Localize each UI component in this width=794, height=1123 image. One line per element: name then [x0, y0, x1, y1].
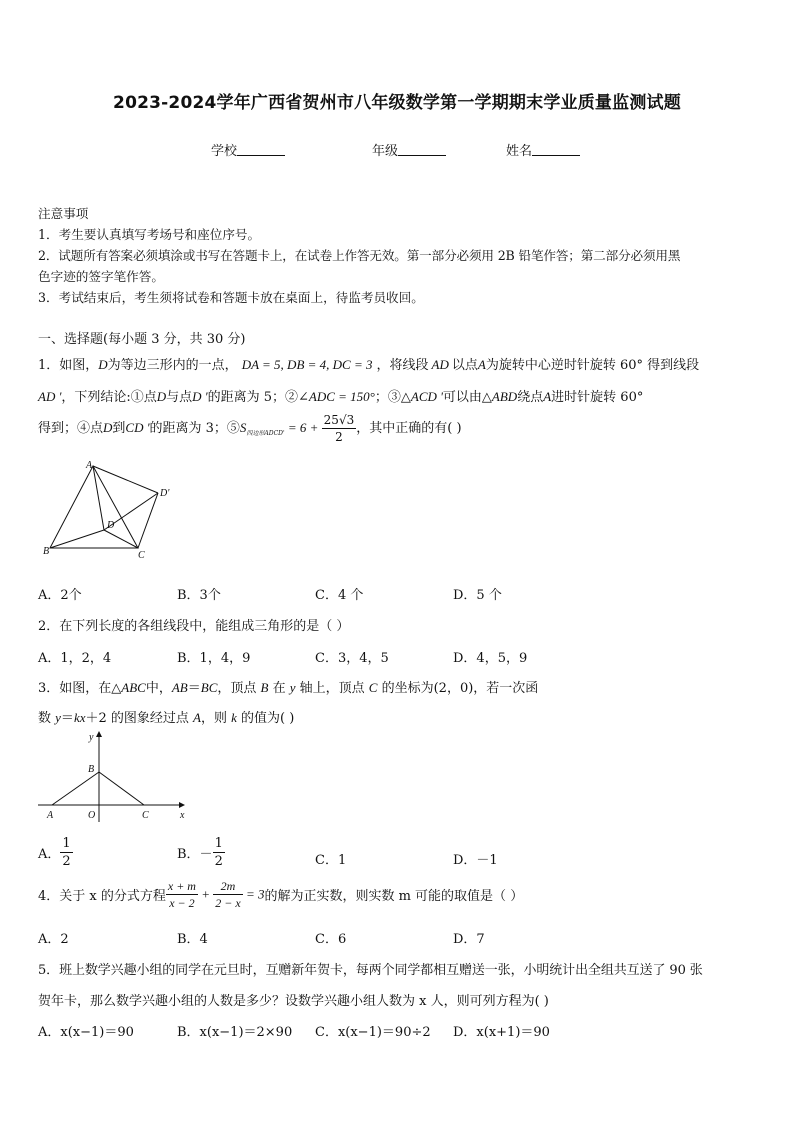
q3-fig-label-o: O	[88, 810, 96, 821]
q3-fig-label-y: y	[89, 732, 94, 743]
q2-option-b: B．1，4，9	[177, 651, 251, 666]
q3-option-b	[177, 837, 225, 868]
q3-fig-label-a: A	[47, 810, 54, 821]
q3-option-a	[38, 837, 73, 868]
q3-option-b-fraction	[213, 837, 225, 868]
q1-fig-label-d: D	[107, 520, 115, 531]
q4-math: = 3	[242, 886, 265, 902]
q1-math: = 6 +	[284, 420, 322, 435]
q3-text: 数	[38, 711, 56, 726]
section-heading: 一、选择题(每小题 3 分，共 30 分)	[38, 332, 246, 347]
q4-option-b: B．4	[177, 932, 208, 947]
q1-text: 进时针旋转 60°	[551, 390, 644, 405]
q3-line-2	[38, 707, 294, 726]
notice-item-2: 2．试题所有答案必须填涂或书写在答题卡上，在试卷上作答无效。第一部分必须用 2B 铅笔作答；第二部分必须用黑	[38, 248, 681, 263]
q3-option-c: C．1	[315, 853, 347, 868]
q1-line-1	[38, 354, 699, 373]
q3-math: C	[368, 680, 378, 695]
q1-math: A	[543, 389, 552, 404]
notice-item-1: 1．考生要认真填写考场号和座位序号。	[38, 227, 261, 242]
q4-math: +	[197, 886, 214, 902]
q1-figure	[40, 458, 180, 564]
school-label: 学校	[211, 144, 238, 159]
q1-math: D '	[192, 389, 208, 404]
q3-math: BC	[200, 680, 218, 695]
school-blank	[237, 143, 285, 156]
q3-text: ＝	[60, 711, 74, 726]
q3-option-a-label: A．	[38, 847, 61, 862]
q1-text: 得到；④点	[38, 421, 104, 436]
q3-option-b-den: 2	[214, 854, 223, 869]
q3-figure	[34, 728, 194, 824]
q3-math: k	[231, 710, 237, 725]
grade-blank	[398, 143, 446, 156]
q4-option-a: A．2	[38, 932, 69, 947]
q1-fig-label-a: A	[86, 460, 93, 471]
q1-fraction-num: 25√3	[323, 413, 355, 427]
q1-option-c: C．4 个	[315, 588, 364, 603]
q1-math: D	[98, 357, 108, 372]
notice-heading: 注意事项	[38, 206, 89, 221]
q3-option-a-fraction	[60, 837, 72, 868]
q1-text: ；③	[374, 390, 401, 405]
q1-math: S	[239, 420, 247, 435]
name-field	[506, 140, 580, 159]
q1-fig-label-b: B	[43, 546, 50, 557]
q3-option-d: D．－1	[453, 853, 498, 868]
q3-math: ABC	[121, 680, 146, 695]
q3-fig-label-b: B	[88, 764, 95, 775]
q1-text: 到	[112, 421, 126, 436]
q3-text: ，则	[200, 711, 232, 726]
q4-fraction-2	[213, 880, 242, 909]
notice-item-3: 3．考试结束后，考生须将试卷和答题卡放在桌面上，待监考员收回。	[38, 290, 424, 305]
q5-option-b: B．x(x−1)＝2×90	[177, 1025, 293, 1040]
q1-text: 为旋转中心逆时针旋转 60° 得到线段	[485, 358, 700, 373]
q3-text: 轴上，顶点	[295, 681, 369, 696]
q5-option-d: D．x(x+1)＝90	[453, 1025, 550, 1040]
q1-subscript: 四边形ADCD'	[246, 430, 285, 437]
q1-math: D	[156, 389, 167, 404]
q1-text: 的距离为 3；⑤	[149, 421, 240, 436]
q3-text: ，顶点	[217, 681, 261, 696]
q3-line-1	[38, 677, 538, 696]
name-label: 姓名	[506, 144, 533, 159]
q1-math: CD '	[125, 420, 150, 435]
q3-fig-label-c: C	[142, 810, 149, 821]
q1-text: 以点	[451, 358, 478, 373]
q1-fraction-den: 2	[335, 430, 343, 444]
q3-text: ＝	[187, 681, 201, 696]
q3-option-b-num: 1	[214, 836, 223, 851]
q3-math: A	[193, 710, 201, 725]
q1-text: ，下列结论:①点	[61, 390, 157, 405]
q5-option-a: A．x(x−1)＝90	[38, 1025, 134, 1040]
q1-option-b: B．3个	[177, 588, 221, 603]
q4-text: 4．关于 x 的分式方程	[38, 889, 166, 904]
q2-option-a: A．1，2，4	[38, 651, 112, 666]
q3-option-a-num: 1	[62, 836, 71, 851]
q1-text: 绕点	[517, 390, 544, 405]
q3-text: 中，	[145, 681, 172, 696]
q5-line-1: 5．班上数学兴趣小组的同学在元旦时，互赠新年贺卡，每两个同学都相互赠送一张，小明统计出全组共互送了 90 张	[38, 963, 703, 978]
q4-fraction-1-den: x − 2	[169, 896, 195, 910]
q3-math: B	[260, 680, 269, 695]
q3-math: AB	[171, 680, 188, 695]
q1-line-3	[38, 414, 462, 443]
q1-text: 与点	[166, 390, 193, 405]
grade-field	[372, 140, 446, 159]
q3-text: 在	[268, 681, 290, 696]
notice-item-2-cont: 色字迹的签字笔作答。	[38, 269, 164, 284]
q3-math: y	[289, 680, 296, 695]
page-title: 2023-2024学年广西省贺州市八年级数学第一学期期末学业质量监测试题	[113, 93, 681, 113]
name-blank	[532, 143, 580, 156]
school-field	[211, 140, 285, 159]
q3-option-b-label: B．－	[177, 847, 213, 862]
q1-line-2	[38, 386, 643, 405]
q5-option-c: C．x(x−1)＝90÷2	[315, 1025, 431, 1040]
q4-fraction-1	[166, 880, 198, 909]
q4-option-d: D．7	[453, 932, 485, 947]
q1-option-a: A．2个	[38, 588, 82, 603]
q1-fraction	[322, 414, 357, 443]
q2-option-d: D．4，5，9	[453, 651, 528, 666]
q3-text: 的坐标为(2，0)，若一次函	[377, 681, 539, 696]
q4-fraction-1-num: x + m	[167, 879, 196, 893]
q1-math: ∠ADC = 150°	[297, 389, 375, 404]
q4-fraction-2-num: 2m	[213, 880, 242, 895]
q1-text: 可以由	[442, 390, 482, 405]
q2-stem: 2．在下列长度的各组线段中，能组成三角形的是（ ）	[38, 619, 350, 634]
q4-fraction-2-den: 2 − x	[215, 896, 241, 910]
q1-math: △ABD	[481, 389, 518, 404]
q1-math: DA = 5, DB = 4, DC = 3	[241, 357, 373, 372]
q1-text: ，将线段	[376, 358, 429, 373]
q3-text: 3．如图，在△	[38, 681, 122, 696]
q3-option-a-den: 2	[62, 854, 71, 869]
q4-stem	[38, 880, 523, 909]
q5-line-2: 贺年卡，那么数学兴趣小组的人数是多少？设数学兴趣小组人数为 x 人，则可列方程为( )	[38, 994, 549, 1009]
q1-math: △ACD '	[400, 389, 443, 404]
q3-fig-label-x: x	[180, 810, 185, 821]
q1-math: AD '	[38, 389, 62, 404]
q3-text: ＋2 的图象经过点	[85, 711, 194, 726]
q1-text: ，其中正确的有( )	[356, 421, 462, 436]
q2-option-c: C．3，4，5	[315, 651, 389, 666]
q4-text: 的解为正实数，则实数 m 可能的取值是（ ）	[264, 889, 524, 904]
q1-math: AD	[431, 357, 449, 372]
q1-fig-label-c: C	[138, 550, 145, 561]
q3-math: kx	[73, 710, 86, 725]
q1-math: A	[477, 357, 486, 372]
q1-math: D	[103, 420, 113, 435]
q4-option-c: C．6	[315, 932, 347, 947]
q1-text: 为等边三形内的一点，	[107, 358, 238, 373]
q1-text: 1．如图，	[38, 358, 99, 373]
q1-text: 的距离为 5；②	[207, 390, 298, 405]
q1-fig-label-d-prime: D'	[160, 488, 170, 499]
q1-option-d: D．5 个	[453, 588, 502, 603]
q3-math: y	[55, 710, 61, 725]
grade-label: 年级	[372, 144, 399, 159]
q3-text: 的值为( )	[236, 711, 295, 726]
